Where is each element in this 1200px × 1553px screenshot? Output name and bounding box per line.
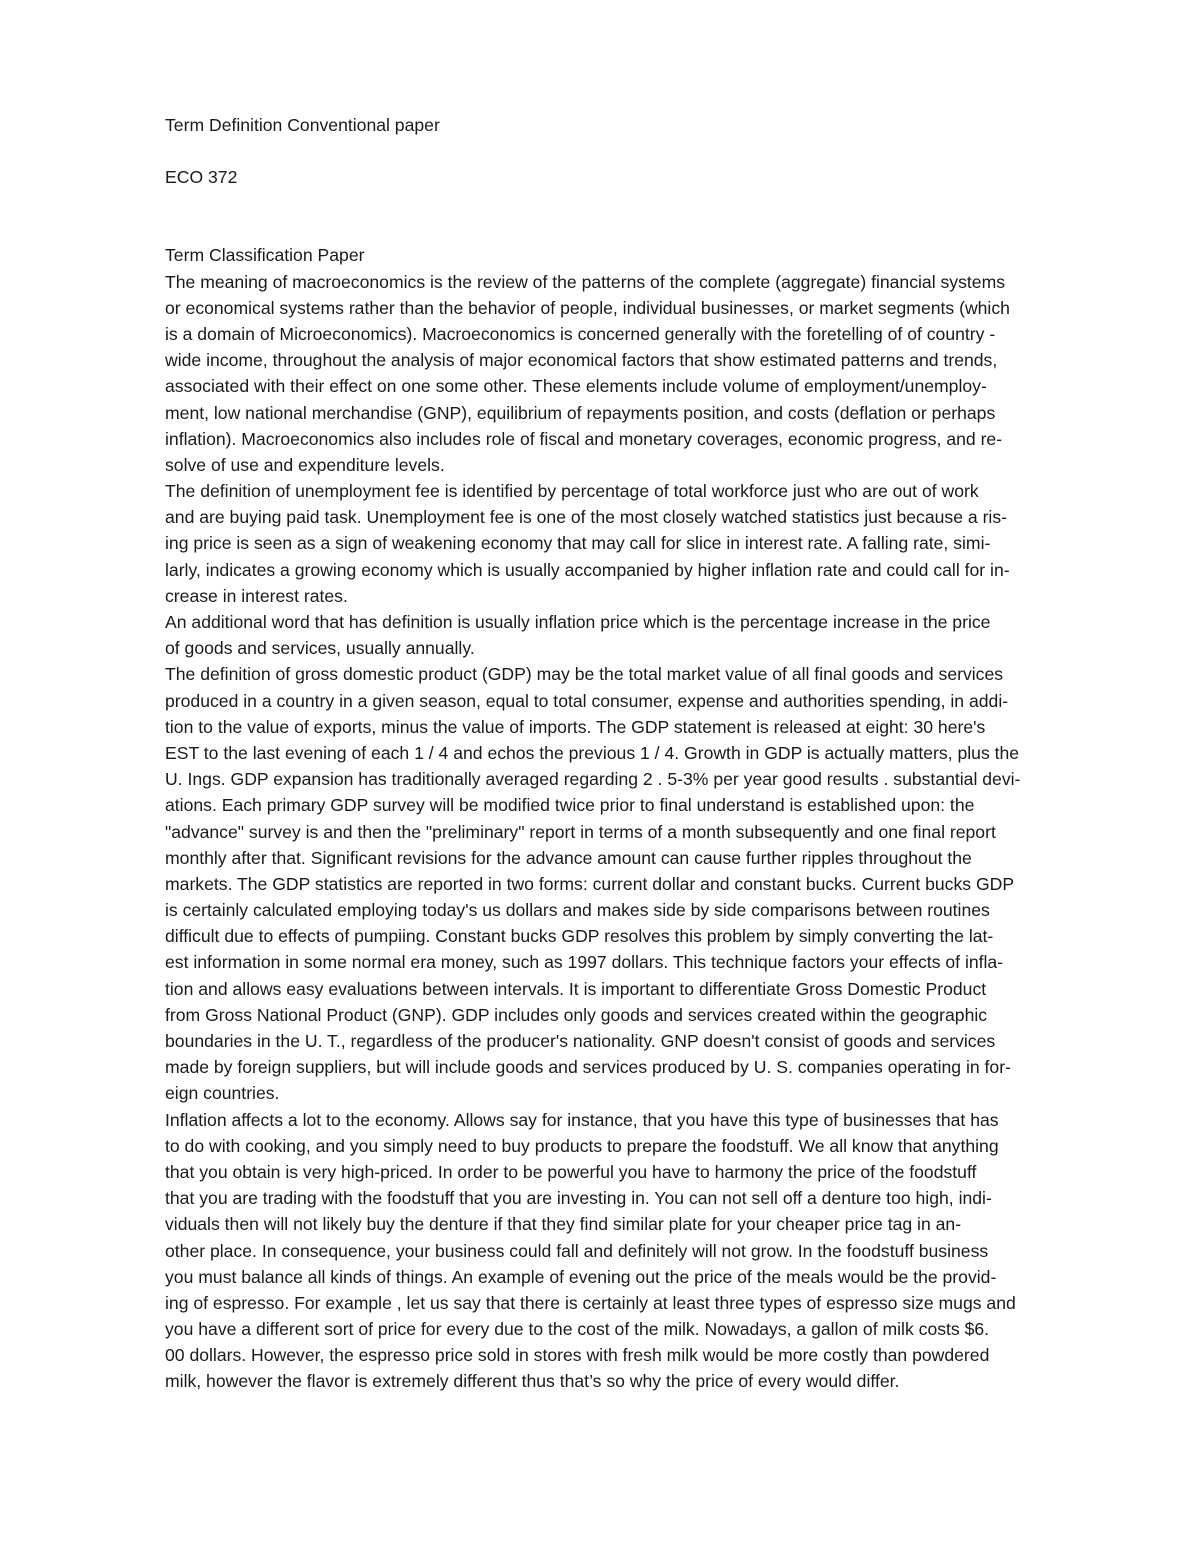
text-line: and are buying paid task. Unemployment fee is one of the most closely watched statistics just because a ris- xyxy=(165,507,1007,528)
text-line: or economical systems rather than the behavior of people, individual businesses, or market segments (which xyxy=(165,297,1010,318)
text-line: EST to the last evening of each 1 / 4 and echos the previous 1 / 4. Growth in GDP is actually matters, plus the xyxy=(165,742,1020,763)
text-line: boundaries in the U. T., regardless of the producer's nationality. GNP doesn't consist of goods and services xyxy=(165,1031,996,1051)
text-line: ations. Each primary GDP survey will be modified twice prior to final understand is established upon: the xyxy=(165,795,975,816)
text-line: 00 dollars. However, the espresso price sold in stores with fresh milk would be more costly than powdered xyxy=(165,1345,990,1366)
text-line: "advance" survey is and then the "preliminary" report in terms of a month subsequently and one final report xyxy=(165,821,996,842)
text-line: solve of use and expenditure levels. xyxy=(165,454,445,475)
text-line: made by foreign suppliers, but will include goods and services produced by U. S. companies operating in for- xyxy=(165,1057,1011,1078)
document-body xyxy=(165,112,1115,1395)
text-line: you must balance all kinds of things. An example of evening out the price of the meals would be the provid- xyxy=(165,1266,997,1287)
text-line: crease in interest rates. xyxy=(165,585,348,606)
text-line: eign countries. xyxy=(165,1083,280,1104)
text-line: larly, indicates a growing economy which is usually accompanied by higher inflation rate and could call for in- xyxy=(165,559,1010,580)
text-line: wide income, throughout the analysis of major economical factors that show estimated patterns and trends, xyxy=(165,350,998,371)
body-text xyxy=(165,269,1115,1395)
text-line: ment, low national merchandise (GNP), equilibrium of repayments position, and costs (deflation or perhaps xyxy=(165,402,996,423)
text-line: produced in a country in a given season, equal to total consumer, expense and authorities spending, in addi- xyxy=(165,690,1009,711)
text-line: difficult due to effects of pumpiing. Constant bucks GDP resolves this problem by simply converting the lat- xyxy=(165,926,994,947)
course-code: ECO 372 xyxy=(165,167,238,188)
text-line: The meaning of macroeconomics is the review of the patterns of the complete (aggregate) financial systems xyxy=(165,271,1006,292)
text-line: associated with their effect on one some other. These elements include volume of employment/unemploy- xyxy=(165,376,987,397)
text-line: inflation). Macroeconomics also includes role of fiscal and monetary coverages, economic progress, and re- xyxy=(165,428,1003,449)
text-line: milk, however the flavor is extremely different thus that’s so why the price of every would differ. xyxy=(165,1371,900,1392)
text-line: An additional word that has definition is usually inflation price which is the percentage increase in the price xyxy=(165,612,991,632)
text-line: The definition of unemployment fee is identified by percentage of total workforce just who are out of work xyxy=(165,481,979,502)
text-line: from Gross National Product (GNP). GDP includes only goods and services created within the geographic xyxy=(165,1004,988,1025)
text-line: markets. The GDP statistics are reported in two forms: current dollar and constant bucks. Current bucks GDP xyxy=(165,873,1015,894)
text-line: viduals then will not likely buy the denture if that they find similar plate for your cheaper price tag in an- xyxy=(165,1214,962,1235)
section-heading: Term Classification Paper xyxy=(165,245,365,266)
spacer xyxy=(165,190,1115,242)
text-line: The definition of gross domestic product (GDP) may be the total market value of all final goods and services xyxy=(165,664,1004,685)
text-line: that you obtain is very high-priced. In order to be powerful you have to harmony the price of the foodstuff xyxy=(165,1161,977,1182)
text-line: tion to the value of exports, minus the value of imports. The GDP statement is released at eight: 30 here's xyxy=(165,716,986,737)
text-line: that you are trading with the foodstuff that you are investing in. You can not sell off a denture too high, indi- xyxy=(165,1188,992,1209)
text-line: is a domain of Microeconomics). Macroeconomics is concerned generally with the foretelling of of country - xyxy=(165,323,996,344)
text-line: est information in some normal era money, such as 1997 dollars. This technique factors your effects of infla- xyxy=(165,952,1004,973)
text-line: other place. In consequence, your business could fall and definitely will not grow. In the foodstuff business xyxy=(165,1240,989,1261)
text-line: Inflation affects a lot to the economy. Allows say for instance, that you have this type of businesses that has xyxy=(165,1109,999,1130)
text-line: to do with cooking, and you simply need to buy products to prepare the foodstuff. We all know that anything xyxy=(165,1135,999,1156)
text-line: monthly after that. Significant revisions for the advance amount can cause further ripples throughout the xyxy=(165,847,972,868)
text-line: U. Ings. GDP expansion has traditionally averaged regarding 2 . 5-3% per year good results . substantial devi- xyxy=(165,769,1021,790)
text-line: of goods and services, usually annually. xyxy=(165,638,475,659)
document-title: Term Definition Conventional paper xyxy=(165,115,440,135)
text-line: you have a different sort of price for every due to the cost of the milk. Nowadays, a gallon of milk costs $6. xyxy=(165,1319,990,1340)
spacer xyxy=(165,138,1115,164)
text-line: is certainly calculated employing today's us dollars and makes side by side comparisons between routines xyxy=(165,900,990,921)
text-line: ing of espresso. For example , let us say that there is certainly at least three types of espresso size mugs and xyxy=(165,1292,1016,1313)
text-line: ing price is seen as a sign of weakening economy that may call for slice in interest rate. A falling rate, simi- xyxy=(165,533,991,554)
text-line: tion and allows easy evaluations between intervals. It is important to differentiate Gross Domestic Product xyxy=(165,978,987,999)
